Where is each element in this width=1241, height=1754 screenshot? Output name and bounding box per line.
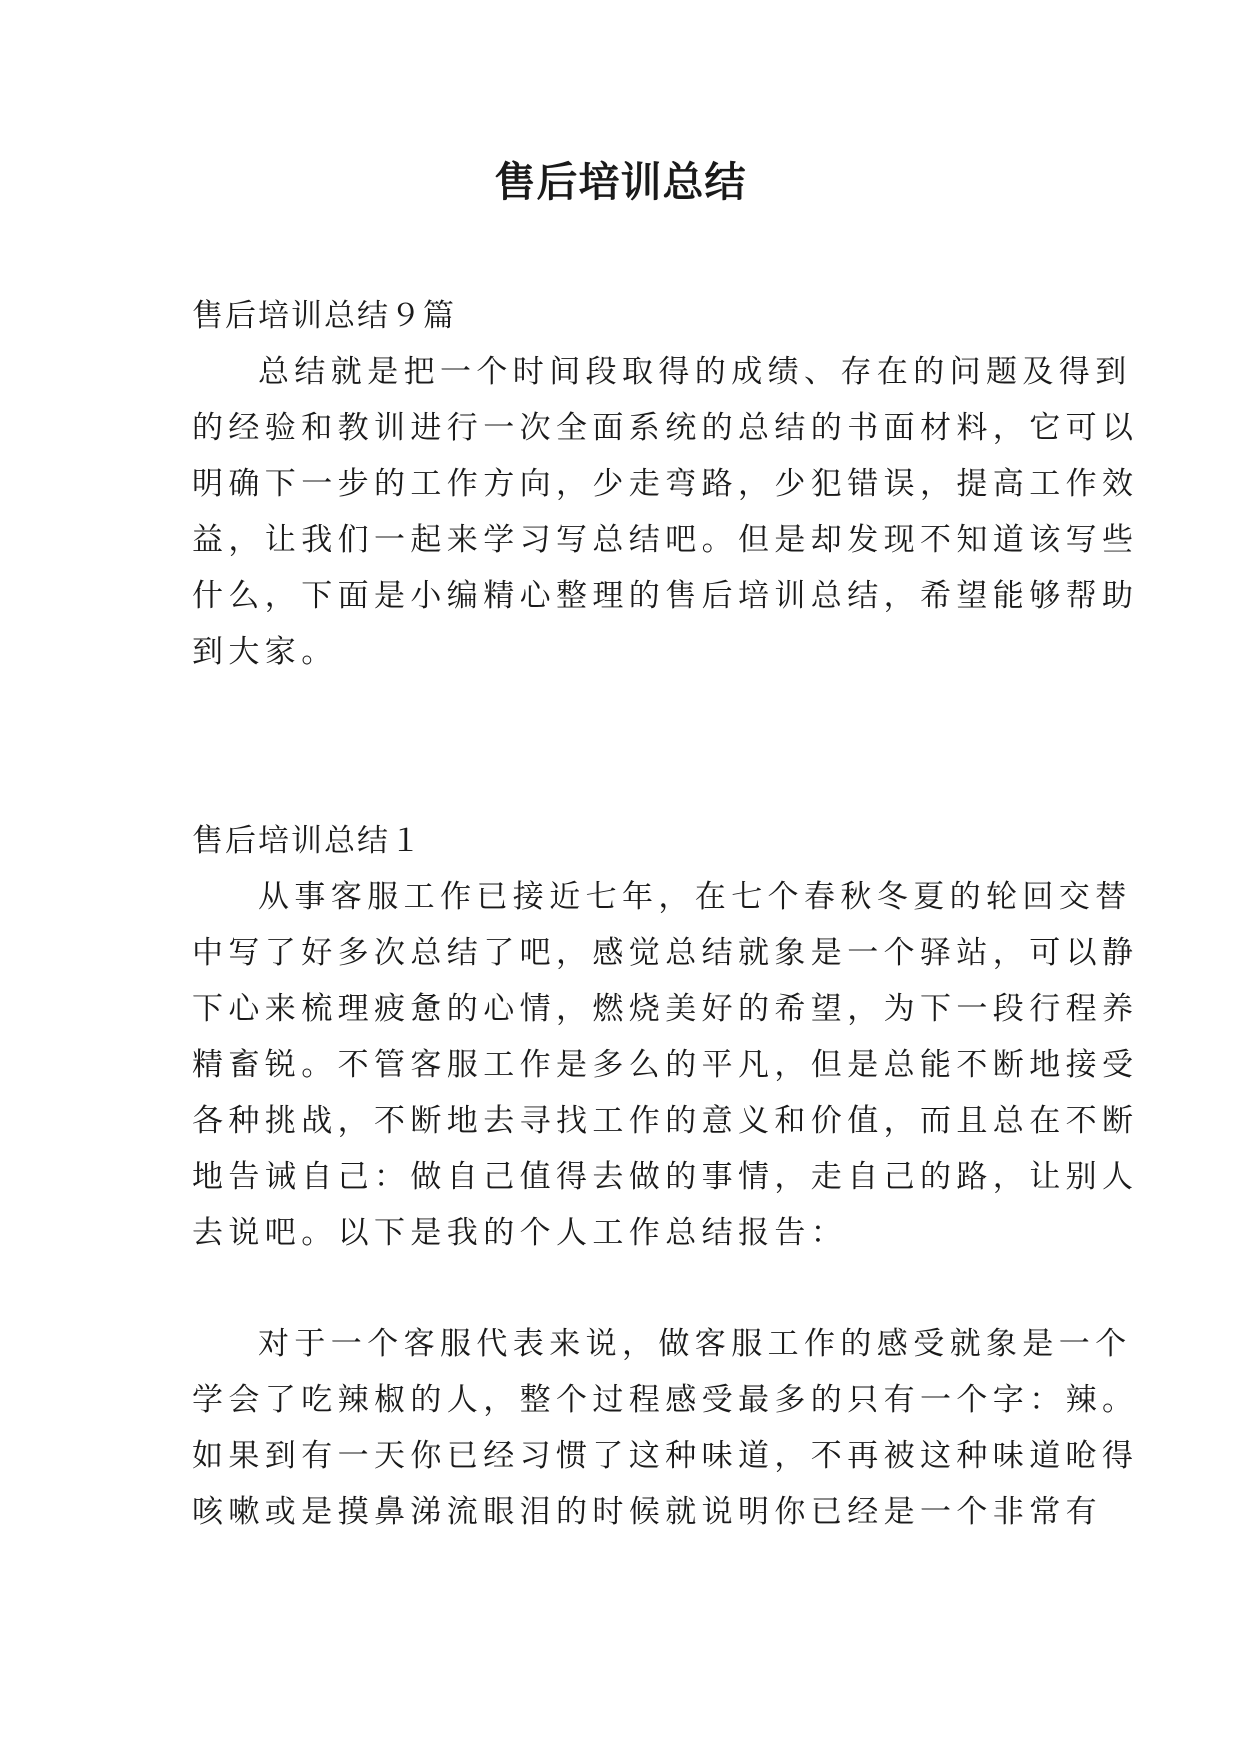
- paragraph-line: 对于一个客服代表来说，做客服工作的感受就象是一个: [258, 1326, 1132, 1362]
- paragraph-line: 下心来梳理疲惫的心情，燃烧美好的希望，为下一段行程养: [192, 991, 1139, 1027]
- paragraph-line: 益，让我们一起来学习写总结吧。但是却发现不知道该写些: [192, 522, 1139, 558]
- paragraph-line: 咳嗽或是摸鼻涕流眼泪的时候就说明你已经是一个非常有: [192, 1494, 1102, 1530]
- paragraph-line: 到大家。: [192, 634, 338, 670]
- paragraph-line: 明确下一步的工作方向，少走弯路，少犯错误，提高工作效: [192, 466, 1139, 502]
- paragraph-line: 中写了好多次总结了吧，感觉总结就象是一个驿站，可以静: [192, 935, 1139, 971]
- document-title: 售后培训总结: [494, 158, 747, 206]
- paragraph-line: 从事客服工作已接近七年，在七个春秋冬夏的轮回交替: [258, 879, 1132, 915]
- paragraph-line: 学会了吃辣椒的人，整个过程感受最多的只有一个字：辣。: [192, 1382, 1139, 1418]
- paragraph-line: 去说吧。以下是我的个人工作总结报告：: [192, 1215, 848, 1251]
- paragraph-line: 总结就是把一个时间段取得的成绩、存在的问题及得到: [258, 354, 1132, 390]
- paragraph-line: 精畜锐。不管客服工作是多么的平凡，但是总能不断地接受: [192, 1047, 1139, 1083]
- paragraph-line: 各种挑战，不断地去寻找工作的意义和价值，而且总在不断: [192, 1103, 1139, 1139]
- paragraph-line: 如果到有一天你已经习惯了这种味道，不再被这种味道呛得: [192, 1438, 1139, 1474]
- paragraph-line: 的经验和教训进行一次全面系统的总结的书面材料，它可以: [192, 410, 1139, 446]
- section1-heading: 售后培训总结１: [192, 823, 423, 859]
- paragraph-line: 地告诫自己：做自己值得去做的事情，走自己的路，让别人: [192, 1159, 1139, 1195]
- intro-heading: 售后培训总结９篇: [192, 298, 456, 334]
- paragraph-line: 什么，下面是小编精心整理的售后培训总结，希望能够帮助: [192, 578, 1139, 614]
